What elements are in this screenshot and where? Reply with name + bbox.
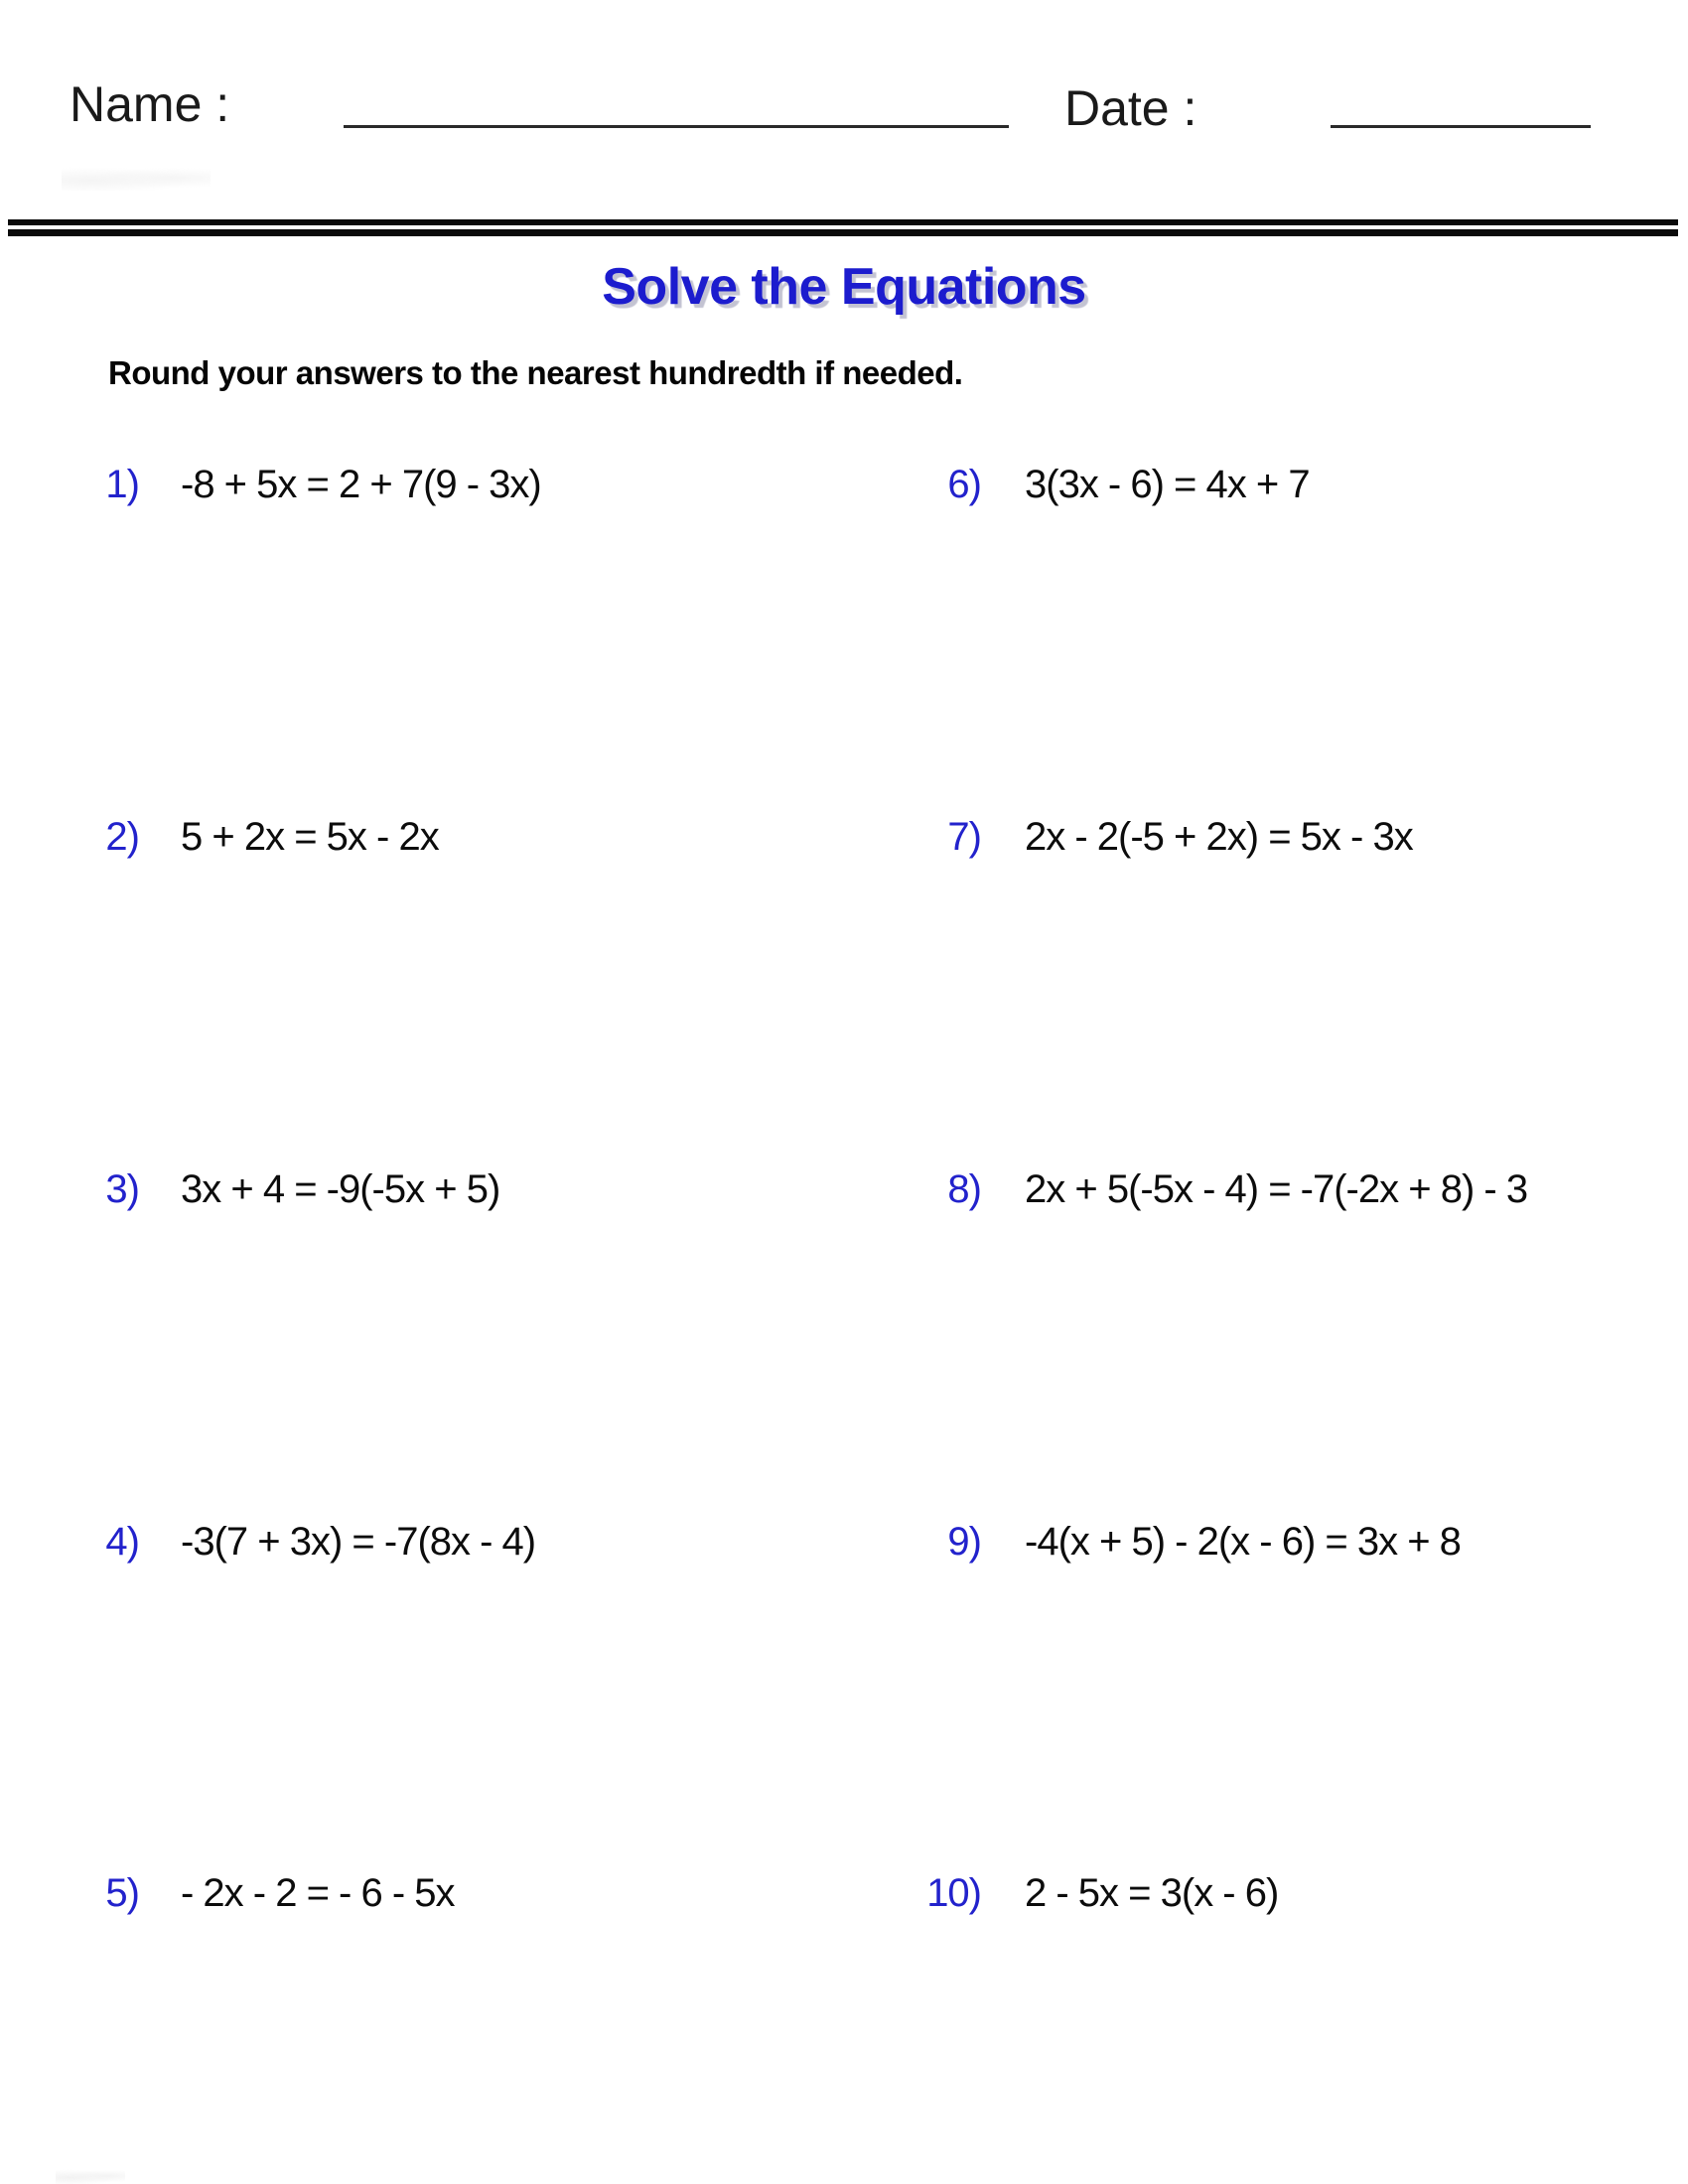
page-title: Solve the Equations (602, 258, 1086, 316)
problem-5 (62, 1871, 455, 1915)
problem-1-equation: -8 + 5x = 2 + 7(9 - 3x) (181, 463, 541, 506)
scan-artifact (62, 165, 211, 191)
problem-3-number: 3) (105, 1167, 139, 1211)
problem-7-equation: 2x - 2(-5 + 2x) = 5x - 3x (1025, 815, 1413, 859)
problem-2 (62, 815, 439, 859)
problem-10 (893, 1871, 1278, 1915)
name-label: Name : (70, 76, 230, 132)
problem-6-number: 6) (947, 463, 981, 506)
problem-8 (893, 1167, 1527, 1211)
instructions-text: Round your answers to the nearest hundredth if needed. (108, 354, 963, 391)
problem-3-equation: 3x + 4 = -9(-5x + 5) (181, 1167, 500, 1211)
problem-10-number: 10) (926, 1871, 981, 1915)
problem-9 (893, 1520, 1461, 1564)
problem-6 (893, 463, 1310, 506)
problem-1 (62, 463, 541, 506)
problem-1-number: 1) (105, 463, 139, 506)
problem-2-equation: 5 + 2x = 5x - 2x (181, 815, 439, 859)
problem-9-number: 9) (947, 1520, 981, 1564)
problem-7-number: 7) (947, 815, 981, 859)
problem-7 (893, 815, 1413, 859)
date-label: Date : (1064, 80, 1197, 136)
problem-8-number: 8) (947, 1167, 981, 1211)
problem-4-number: 4) (105, 1520, 139, 1564)
problem-10-equation: 2 - 5x = 3(x - 6) (1025, 1871, 1279, 1915)
problem-2-number: 2) (105, 815, 139, 859)
problem-4-equation: -3(7 + 3x) = -7(8x - 4) (181, 1520, 536, 1564)
problem-6-equation: 3(3x - 6) = 4x + 7 (1025, 463, 1310, 506)
scan-artifact (56, 2168, 125, 2184)
problem-4 (62, 1520, 535, 1564)
problem-9-equation: -4(x + 5) - 2(x - 6) = 3x + 8 (1025, 1520, 1461, 1564)
date-blank-line (1331, 125, 1591, 128)
problem-8-equation: 2x + 5(-5x - 4) = -7(-2x + 8) - 3 (1025, 1167, 1528, 1211)
problem-5-equation: - 2x - 2 = - 6 - 5x (181, 1871, 455, 1915)
name-blank-line (344, 125, 1009, 128)
header-divider-rule (8, 219, 1678, 236)
problem-3 (62, 1167, 499, 1211)
problem-5-number: 5) (105, 1871, 139, 1915)
